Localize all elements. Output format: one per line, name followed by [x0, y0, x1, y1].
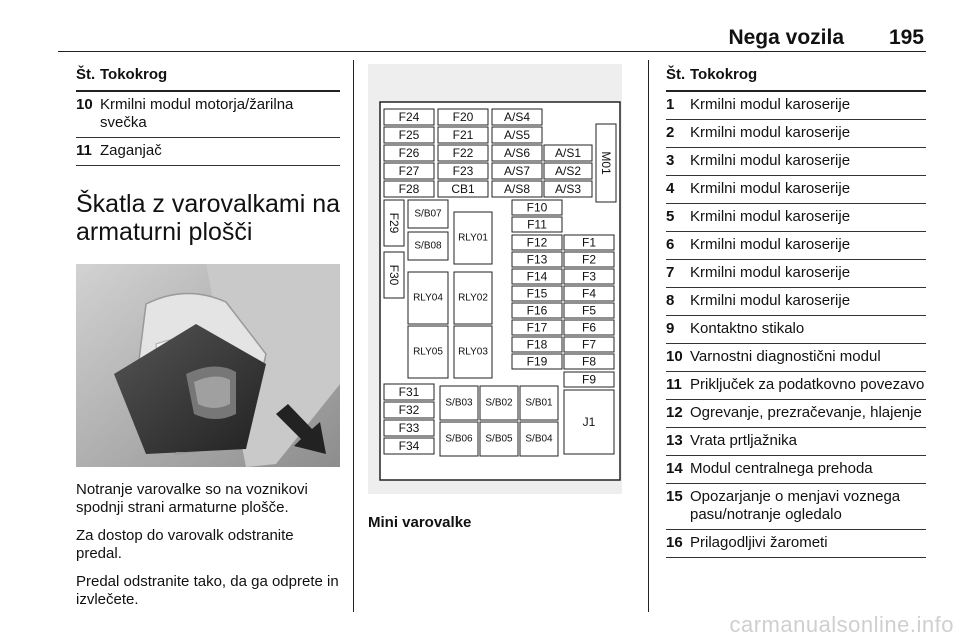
- table-row: [666, 232, 926, 260]
- fuse-cell-sb07: [408, 200, 448, 228]
- page-title: Nega vozila: [728, 26, 844, 49]
- row-number: 11: [666, 376, 682, 393]
- fuse-label: F27: [398, 164, 420, 178]
- row-text: Krmilni modul karoserije: [690, 96, 851, 113]
- row-text: Kontaktno stikalo: [690, 320, 805, 337]
- fuse-label: F4: [581, 286, 597, 301]
- table-row: [666, 316, 926, 344]
- fuse-cell-j1: [564, 390, 614, 454]
- table-row: [666, 344, 926, 372]
- fuse-label: A/S4: [503, 110, 531, 124]
- table-row: [666, 204, 926, 232]
- fuse-label: S/B03: [445, 397, 473, 409]
- fuse-cell-rly04: [408, 272, 448, 324]
- fuse-label: F2: [581, 252, 597, 267]
- fuse-cell-sb04: [520, 422, 558, 456]
- fuse-label: F23: [452, 164, 474, 178]
- fuse-label: F5: [581, 303, 597, 318]
- fuse-cell-as5: [492, 127, 542, 143]
- fuse-label: F10: [526, 200, 548, 215]
- table-row: [666, 400, 926, 428]
- fuse-cell-as6: [492, 145, 542, 161]
- row-number: 15: [666, 488, 683, 505]
- fuse-cell-as3: [544, 181, 592, 197]
- row-text: Krmilni modul karoserije: [690, 264, 851, 281]
- fuse-label: F18: [526, 337, 548, 352]
- fuse-label: F16: [526, 303, 548, 318]
- fuse-cell-f29: [384, 200, 404, 246]
- fuse-label: A/S1: [554, 146, 582, 160]
- fuse-cell-f11: [512, 217, 562, 232]
- fuse-cell-rly02: [454, 272, 492, 324]
- fuse-cell-sb01: [520, 386, 558, 420]
- row-text: Ogrevanje, prezračevanje, hlajenje: [690, 404, 922, 421]
- fuse-cell-f28: [384, 181, 434, 197]
- fuse-cell-cb1: [438, 181, 488, 197]
- fuse-cell-f24: [384, 109, 434, 125]
- fuse-label: S/B06: [445, 433, 473, 445]
- fuse-cell-f23: [438, 163, 488, 179]
- table-row: [666, 148, 926, 176]
- row-text: Krmilni modul karoserije: [690, 180, 851, 197]
- fuse-label: A/S6: [503, 146, 531, 160]
- fuse-cell-f33: [384, 420, 434, 436]
- fuse-cell-sb08: [408, 232, 448, 260]
- table-row: [666, 428, 926, 456]
- table-row: [666, 372, 926, 400]
- fuse-label: RLY04: [413, 292, 443, 304]
- fuse-label: F14: [526, 269, 548, 284]
- fuse-cell-rly05: [408, 326, 448, 378]
- fuse-cell-m01: [596, 124, 616, 202]
- fuse-label: F29: [387, 212, 401, 234]
- row-number: 10: [666, 348, 683, 365]
- fuse-label: A/S3: [554, 182, 582, 196]
- left-table-header: [76, 58, 340, 92]
- paragraph-2: Za dostop do varovalk odstranite predal.: [76, 527, 294, 562]
- fuse-diagram-svg: [368, 64, 622, 494]
- fuse-label: F24: [398, 110, 420, 124]
- fuse-cell-f21: [438, 127, 488, 143]
- fuse-label: F32: [398, 403, 420, 417]
- fuse-label: F7: [581, 337, 597, 352]
- fuse-label: RLY02: [458, 292, 488, 304]
- table-row: [666, 120, 926, 148]
- fuse-label: F13: [526, 252, 548, 267]
- row-number: 3: [666, 152, 675, 169]
- fuse-label: F12: [526, 235, 548, 250]
- fuse-cell-f14: [512, 269, 562, 284]
- fuse-label: F20: [452, 110, 474, 124]
- row-text: Zaganjač: [100, 142, 162, 159]
- row-number: 8: [666, 292, 675, 309]
- fuse-cell-f5: [564, 303, 614, 318]
- fuse-label: RLY01: [458, 232, 488, 244]
- fuse-cell-sb03: [440, 386, 478, 420]
- row-text: Krmilni modul karoserije: [690, 152, 851, 169]
- table-row: [666, 530, 926, 558]
- fuse-label: F33: [398, 421, 420, 435]
- section-title: Škatla z varovalkami na armaturni plošči: [76, 190, 341, 246]
- glovebox-photo: [76, 264, 340, 467]
- row-number: 9: [666, 320, 675, 337]
- row-text: Krmilni modul motorja/žarilna svečka: [100, 96, 294, 131]
- fuse-cell-f27: [384, 163, 434, 179]
- right-col-num-heading: Št.: [666, 66, 686, 83]
- row-number: 10: [76, 96, 93, 113]
- fuse-cell-f31: [384, 384, 434, 400]
- fuse-label: F3: [581, 269, 597, 284]
- row-text: Krmilni modul karoserije: [690, 236, 851, 253]
- table-row: [666, 484, 926, 530]
- fuse-cell-f1: [564, 235, 614, 250]
- table-row: [76, 138, 340, 166]
- fuse-cell-f4: [564, 286, 614, 301]
- fuse-cell-f8: [564, 354, 614, 369]
- diagram-caption: Mini varovalke: [368, 514, 472, 531]
- fuse-cell-f13: [512, 252, 562, 267]
- fuse-cell-f19: [512, 354, 562, 369]
- row-number: 12: [666, 404, 683, 421]
- table-row: [666, 92, 926, 120]
- left-col-circuit-heading: Tokokrog: [100, 66, 168, 83]
- fuse-cell-rly03: [454, 326, 492, 378]
- fuse-cell-f17: [512, 320, 562, 335]
- fuse-label: F9: [581, 372, 597, 387]
- table-row: [76, 92, 340, 138]
- fuse-label: RLY03: [458, 346, 488, 358]
- row-number: 1: [666, 96, 675, 113]
- row-text: Prilagodljivi žarometi: [690, 534, 828, 551]
- row-text: Krmilni modul karoserije: [690, 292, 851, 309]
- row-number: 6: [666, 236, 675, 253]
- row-text: Krmilni modul karoserije: [690, 208, 851, 225]
- fuse-label: F22: [452, 146, 474, 160]
- right-table-header: [666, 58, 926, 92]
- row-number: 11: [76, 142, 92, 159]
- fuse-label: F26: [398, 146, 420, 160]
- column-divider-2: [648, 60, 649, 612]
- row-number: 16: [666, 534, 683, 551]
- table-row: [666, 176, 926, 204]
- paragraph-3: Predal odstranite tako, da ga odprete in izvlečete.: [76, 573, 339, 608]
- row-number: 13: [666, 432, 683, 449]
- fuse-cell-sb05: [480, 422, 518, 456]
- row-number: 7: [666, 264, 675, 281]
- fuse-cell-f9: [564, 372, 614, 387]
- fuse-label: S/B01: [525, 397, 553, 409]
- fuse-label: F11: [527, 217, 547, 232]
- left-col-num-heading: Št.: [76, 66, 96, 83]
- fuse-label: A/S5: [503, 128, 531, 142]
- fuse-label: F25: [398, 128, 420, 142]
- fuse-cell-rly01: [454, 212, 492, 264]
- glovebox-illustration: [76, 264, 340, 467]
- fuse-cell-f34: [384, 438, 434, 454]
- row-text: Priključek za podatkovno povezavo: [690, 376, 925, 393]
- fuse-label: S/B04: [525, 433, 553, 445]
- fuse-label: S/B07: [414, 208, 442, 220]
- fuse-cell-as7: [492, 163, 542, 179]
- fuse-cell-f20: [438, 109, 488, 125]
- fuse-label: F15: [526, 286, 548, 301]
- right-column: [666, 58, 926, 558]
- row-number: 14: [666, 460, 683, 477]
- fuse-cell-f25: [384, 127, 434, 143]
- fuse-label: RLY05: [413, 346, 443, 358]
- fuse-cell-f15: [512, 286, 562, 301]
- fuse-label: F1: [581, 235, 597, 250]
- fuse-label: CB1: [451, 182, 475, 196]
- fuse-cell-f26: [384, 145, 434, 161]
- watermark: carmanualsonline.info: [729, 612, 954, 637]
- header-rule: [58, 51, 926, 52]
- fuse-label: F6: [581, 320, 597, 335]
- fuse-cell-as1: [544, 145, 592, 161]
- fuse-cell-f22: [438, 145, 488, 161]
- fuse-box-diagram: [368, 64, 622, 494]
- row-text: Krmilni modul karoserije: [690, 124, 851, 141]
- paragraph-1: Notranje varovalke so na voznikovi spodnji strani armaturne plošče.: [76, 481, 308, 516]
- fuse-cell-f18: [512, 337, 562, 352]
- fuse-label: F30: [387, 264, 401, 286]
- right-col-circuit-heading: Tokokrog: [690, 66, 758, 83]
- fuse-label: S/B08: [414, 240, 442, 252]
- fuse-cell-as2: [544, 163, 592, 179]
- row-text: Vrata prtljažnika: [690, 432, 797, 449]
- row-text: Varnostni diagnostični modul: [690, 348, 881, 365]
- fuse-label: F8: [581, 354, 597, 369]
- fuse-cell-as8: [492, 181, 542, 197]
- middle-column: [368, 58, 634, 531]
- fuse-cell-sb06: [440, 422, 478, 456]
- row-number: 4: [666, 180, 675, 197]
- row-text: Modul centralnega prehoda: [690, 460, 873, 477]
- fuse-label: A/S7: [503, 164, 531, 178]
- fuse-label: F34: [398, 439, 420, 453]
- fuse-cell-f3: [564, 269, 614, 284]
- fuse-label: J1: [582, 415, 596, 429]
- fuse-cell-f30: [384, 252, 404, 298]
- fuse-cell-f2: [564, 252, 614, 267]
- row-number: 2: [666, 124, 675, 141]
- fuse-label: A/S8: [503, 182, 531, 196]
- fuse-label: F17: [526, 320, 548, 335]
- fuse-label: F19: [526, 354, 548, 369]
- table-row: [666, 456, 926, 484]
- row-text: Opozarjanje o menjavi voznega pasu/notranje ogledalo: [690, 488, 901, 523]
- table-row: [666, 260, 926, 288]
- fuse-label: F28: [398, 182, 420, 196]
- fuse-label: S/B02: [485, 397, 513, 409]
- fuse-cell-f32: [384, 402, 434, 418]
- fuse-cell-f12: [512, 235, 562, 250]
- row-number: 5: [666, 208, 675, 225]
- page-number: 195: [888, 26, 924, 49]
- fuse-label: F31: [398, 385, 420, 399]
- fuse-cell-sb02: [480, 386, 518, 420]
- fuse-label: F21: [452, 128, 474, 142]
- fuse-label: S/B05: [485, 433, 513, 445]
- column-divider-1: [353, 60, 354, 612]
- fuse-label: A/S2: [554, 164, 582, 178]
- fuse-cell-f10: [512, 200, 562, 215]
- page-header: [58, 14, 926, 52]
- fuse-cell-as4: [492, 109, 542, 125]
- left-column: [76, 58, 340, 609]
- fuse-label: M01: [599, 151, 613, 175]
- fuse-cell-f6: [564, 320, 614, 335]
- fuse-cell-f7: [564, 337, 614, 352]
- fuse-cell-f16: [512, 303, 562, 318]
- table-row: [666, 288, 926, 316]
